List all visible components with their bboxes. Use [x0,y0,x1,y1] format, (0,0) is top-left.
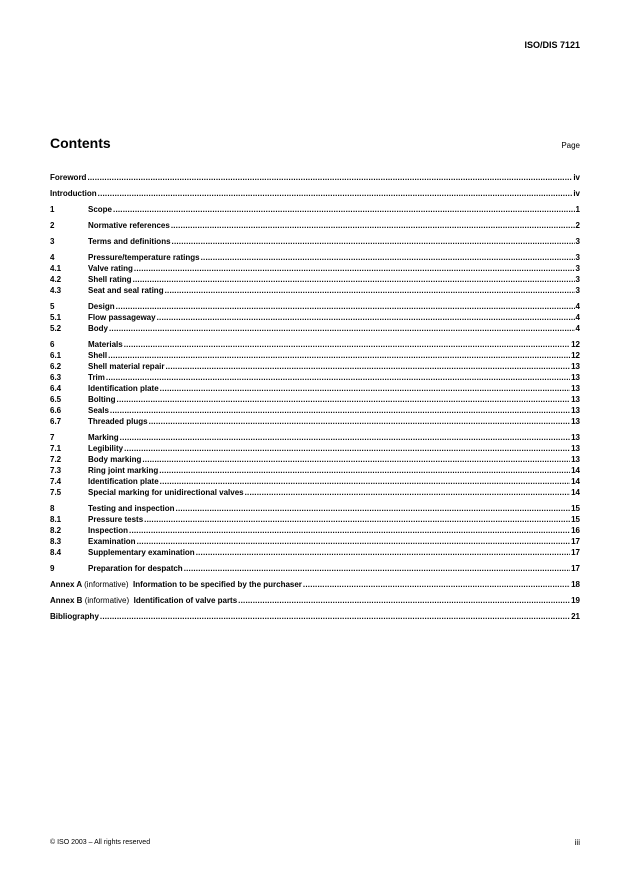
toc-leader-dots [137,536,571,547]
toc-entry-number: 4 [50,253,55,262]
toc-entry-title: Shell [88,351,108,360]
toc-entry-page: 14 [571,488,580,497]
toc-entry-title: Preparation for despatch [88,564,183,573]
toc-entry[interactable] [50,339,580,350]
toc-leader-dots [133,274,575,285]
toc-leader-dots [160,476,570,487]
toc-entry-number: 7.2 [50,455,62,464]
toc-entry-title: Design [88,302,115,311]
toc-entry-number: 5.2 [50,324,62,333]
toc-entry[interactable] [50,514,580,525]
toc-entry[interactable] [50,547,580,558]
toc-entry-number: 8 [50,504,55,513]
toc-entry-page: 14 [571,477,580,486]
toc-entry-number: 6.3 [50,373,62,382]
toc-entry-title: Terms and definitions [88,237,171,246]
toc-entry-number: 7 [50,433,55,442]
toc-leader-dots [245,487,570,498]
toc-entry-title: Supplementary examination [88,548,195,557]
toc-entry-title: Trim [88,373,105,382]
toc-entry-number: 6.2 [50,362,62,371]
toc-leader-dots [176,503,571,514]
toc-entry-page: iv [573,189,580,198]
toc-entry[interactable] [50,263,580,274]
toc-entry-number: 7.5 [50,488,62,497]
toc-entry[interactable] [50,372,580,383]
toc-leader-dots [100,611,570,622]
toc-entry-number: 4.1 [50,264,62,273]
toc-leader-dots [98,188,573,199]
toc-entry-number: 7.4 [50,477,62,486]
toc-entry[interactable] [50,350,580,361]
toc-entry[interactable] [50,487,580,498]
toc-entry-page: 3 [575,286,580,295]
toc-entry-page: 4 [575,313,580,322]
toc-entry[interactable] [50,416,580,427]
annex-page: 18 [571,580,580,589]
toc-leader-dots [303,579,570,590]
toc-entry-page: 3 [575,253,580,262]
toc-entry-title: Materials [88,340,123,349]
toc-leader-dots [87,172,572,183]
toc-entry-page: 13 [571,406,580,415]
toc-entry[interactable] [50,285,580,296]
toc-entry-title: Testing and inspection [88,504,175,513]
toc-entry-page: 4 [575,324,580,333]
toc-entry-title: Inspection [88,526,129,535]
toc-entry-number: 6.4 [50,384,62,393]
toc-entry[interactable] [50,465,580,476]
toc-leader-dots [117,394,571,405]
toc-entry-page: 4 [575,302,580,311]
toc-entry[interactable] [50,252,580,263]
footer-page-number: iii [574,838,580,847]
toc-leader-dots [144,514,570,525]
toc-entry-page: 13 [571,384,580,393]
toc-entry[interactable] [50,172,580,183]
toc-leader-dots [142,454,570,465]
toc-entry-title: Identification plate [88,477,159,486]
annex-label: Annex B [50,596,83,605]
toc-leader-dots [165,285,575,296]
toc-entry-page: 2 [575,221,580,230]
toc-entry[interactable] [50,236,580,247]
toc-entry-page: 17 [571,548,580,557]
toc-entry[interactable] [50,220,580,231]
toc-leader-dots [149,416,571,427]
toc-leader-dots [171,220,575,231]
bibliography-title: Bibliography [50,612,99,621]
toc-leader-dots [110,405,570,416]
toc-entry-page: 12 [571,351,580,360]
toc-leader-dots [160,383,570,394]
copyright-notice: © ISO 2003 – All rights reserved [50,839,151,846]
toc-entry-page: 3 [575,237,580,246]
toc-leader-dots [172,236,575,247]
toc-entry-number: 6.6 [50,406,62,415]
toc-leader-dots [124,443,570,454]
toc-entry[interactable] [50,204,580,215]
toc-entry-title: Valve rating [88,264,133,273]
toc-entry-number: 6.1 [50,351,62,360]
bibliography-page: 21 [571,612,580,621]
toc-entry-number: 8.3 [50,537,62,546]
toc-entry-title: Pressure/temperature ratings [88,253,200,262]
toc-entry[interactable] [50,536,580,547]
toc-entry-number: 5.1 [50,313,62,322]
toc-entry-title: Shell material repair [88,362,165,371]
toc-entry-title: Flow passageway [88,313,156,322]
toc-entry-number: 7.1 [50,444,62,453]
annex-page: 19 [571,596,580,605]
toc-entry-title: Bolting [88,395,116,404]
annex-label-group [50,595,134,606]
toc-annex-entry[interactable] [50,579,580,590]
toc-entry-number: 5 [50,302,55,311]
toc-entry-page: 3 [575,275,580,284]
toc-leader-dots [201,252,575,263]
toc-entry-page: 13 [571,373,580,382]
toc-entry-title: Marking [88,433,119,442]
toc-leader-dots [109,323,575,334]
toc-entry-number: 8.1 [50,515,62,524]
annex-label-group [50,579,133,590]
toc-entry-page: 1 [575,205,580,214]
toc-entry-title: Ring joint marking [88,466,159,475]
toc-entry-title: Legibility [88,444,124,453]
toc-entry-page: iv [573,173,580,182]
annex-title: Information to be specified by the purchaser [133,580,302,589]
toc-entry-title: Threaded plugs [88,417,148,426]
toc-entry-page: 16 [571,526,580,535]
toc-entry-number: 8.2 [50,526,62,535]
toc-entry-page: 17 [571,537,580,546]
toc-entry[interactable] [50,274,580,285]
toc-entry-title: Examination [88,537,136,546]
page-column-label: Page [561,141,580,150]
annex-qualifier: (informative) [84,580,129,589]
document-reference: ISO/DIS 7121 [524,40,580,50]
toc-entry-number: 1 [50,205,55,214]
toc-entry-title: Introduction [50,189,97,198]
toc-entry-number: 2 [50,221,55,230]
toc-leader-dots [113,204,575,215]
toc-entry-page: 17 [571,564,580,573]
contents-heading: Contents [50,135,111,151]
toc-entry-title: Pressure tests [88,515,144,524]
toc-entry-page: 13 [571,395,580,404]
toc-entry-page: 13 [571,433,580,442]
toc-leader-dots [159,465,570,476]
toc-leader-dots [129,525,570,536]
toc-entry-page: 15 [571,504,580,513]
toc-leader-dots [124,339,570,350]
toc-entry-title: Shell rating [88,275,132,284]
toc-entry-title: Seals [88,406,109,415]
toc-entry-page: 15 [571,515,580,524]
toc-entry[interactable] [50,443,580,454]
annex-label: Annex A [50,580,82,589]
toc-entry[interactable] [50,563,580,574]
toc-entry[interactable] [50,503,580,514]
annex-qualifier: (informative) [84,596,130,605]
toc-entry[interactable] [50,432,580,443]
toc-leader-dots [106,372,570,383]
toc-entry[interactable] [50,394,580,405]
toc-entry[interactable] [50,312,580,323]
toc-leader-dots [196,547,570,558]
toc-entry-page: 13 [571,417,580,426]
toc-entry-title: Seat and seal rating [88,286,164,295]
toc-leader-dots [165,361,570,372]
annex-title: Identification of valve parts [133,596,238,605]
toc-entry-number: 9 [50,564,55,573]
toc-entry-page: 13 [571,444,580,453]
toc-leader-dots [134,263,575,274]
toc-entry-page: 13 [571,455,580,464]
toc-entry-page: 14 [571,466,580,475]
table-of-contents [50,172,580,622]
toc-leader-dots [184,563,570,574]
toc-leader-dots [120,432,570,443]
toc-entry[interactable] [50,383,580,394]
toc-entry[interactable] [50,323,580,334]
toc-entry[interactable] [50,405,580,416]
toc-entry[interactable] [50,454,580,465]
toc-leader-dots [108,350,570,361]
toc-entry[interactable] [50,525,580,536]
toc-entry-number: 4.2 [50,275,62,284]
toc-entry[interactable] [50,301,580,312]
toc-annex-entry[interactable] [50,595,580,606]
toc-entry-number: 6.7 [50,417,62,426]
toc-entry-number: 6 [50,340,55,349]
toc-entry-page: 12 [571,340,580,349]
toc-leader-dots [116,301,575,312]
toc-entry-title: Foreword [50,173,87,182]
toc-entry-title: Special marking for unidirectional valves [88,488,244,497]
toc-entry-title: Normative references [88,221,170,230]
toc-entry-number: 3 [50,237,55,246]
toc-bibliography-entry[interactable] [50,611,580,622]
toc-entry-title: Identification plate [88,384,159,393]
toc-entry-page: 3 [575,264,580,273]
toc-leader-dots [238,595,570,606]
toc-leader-dots [157,312,575,323]
toc-entry-number: 6.5 [50,395,62,404]
toc-entry[interactable] [50,476,580,487]
toc-entry[interactable] [50,361,580,372]
toc-entry-page: 13 [571,362,580,371]
toc-entry-title: Scope [88,205,113,214]
toc-entry-number: 8.4 [50,548,62,557]
toc-entry-title: Body marking [88,455,142,464]
toc-entry[interactable] [50,188,580,199]
toc-entry-number: 4.3 [50,286,62,295]
toc-entry-number: 7.3 [50,466,62,475]
toc-entry-title: Body [88,324,108,333]
